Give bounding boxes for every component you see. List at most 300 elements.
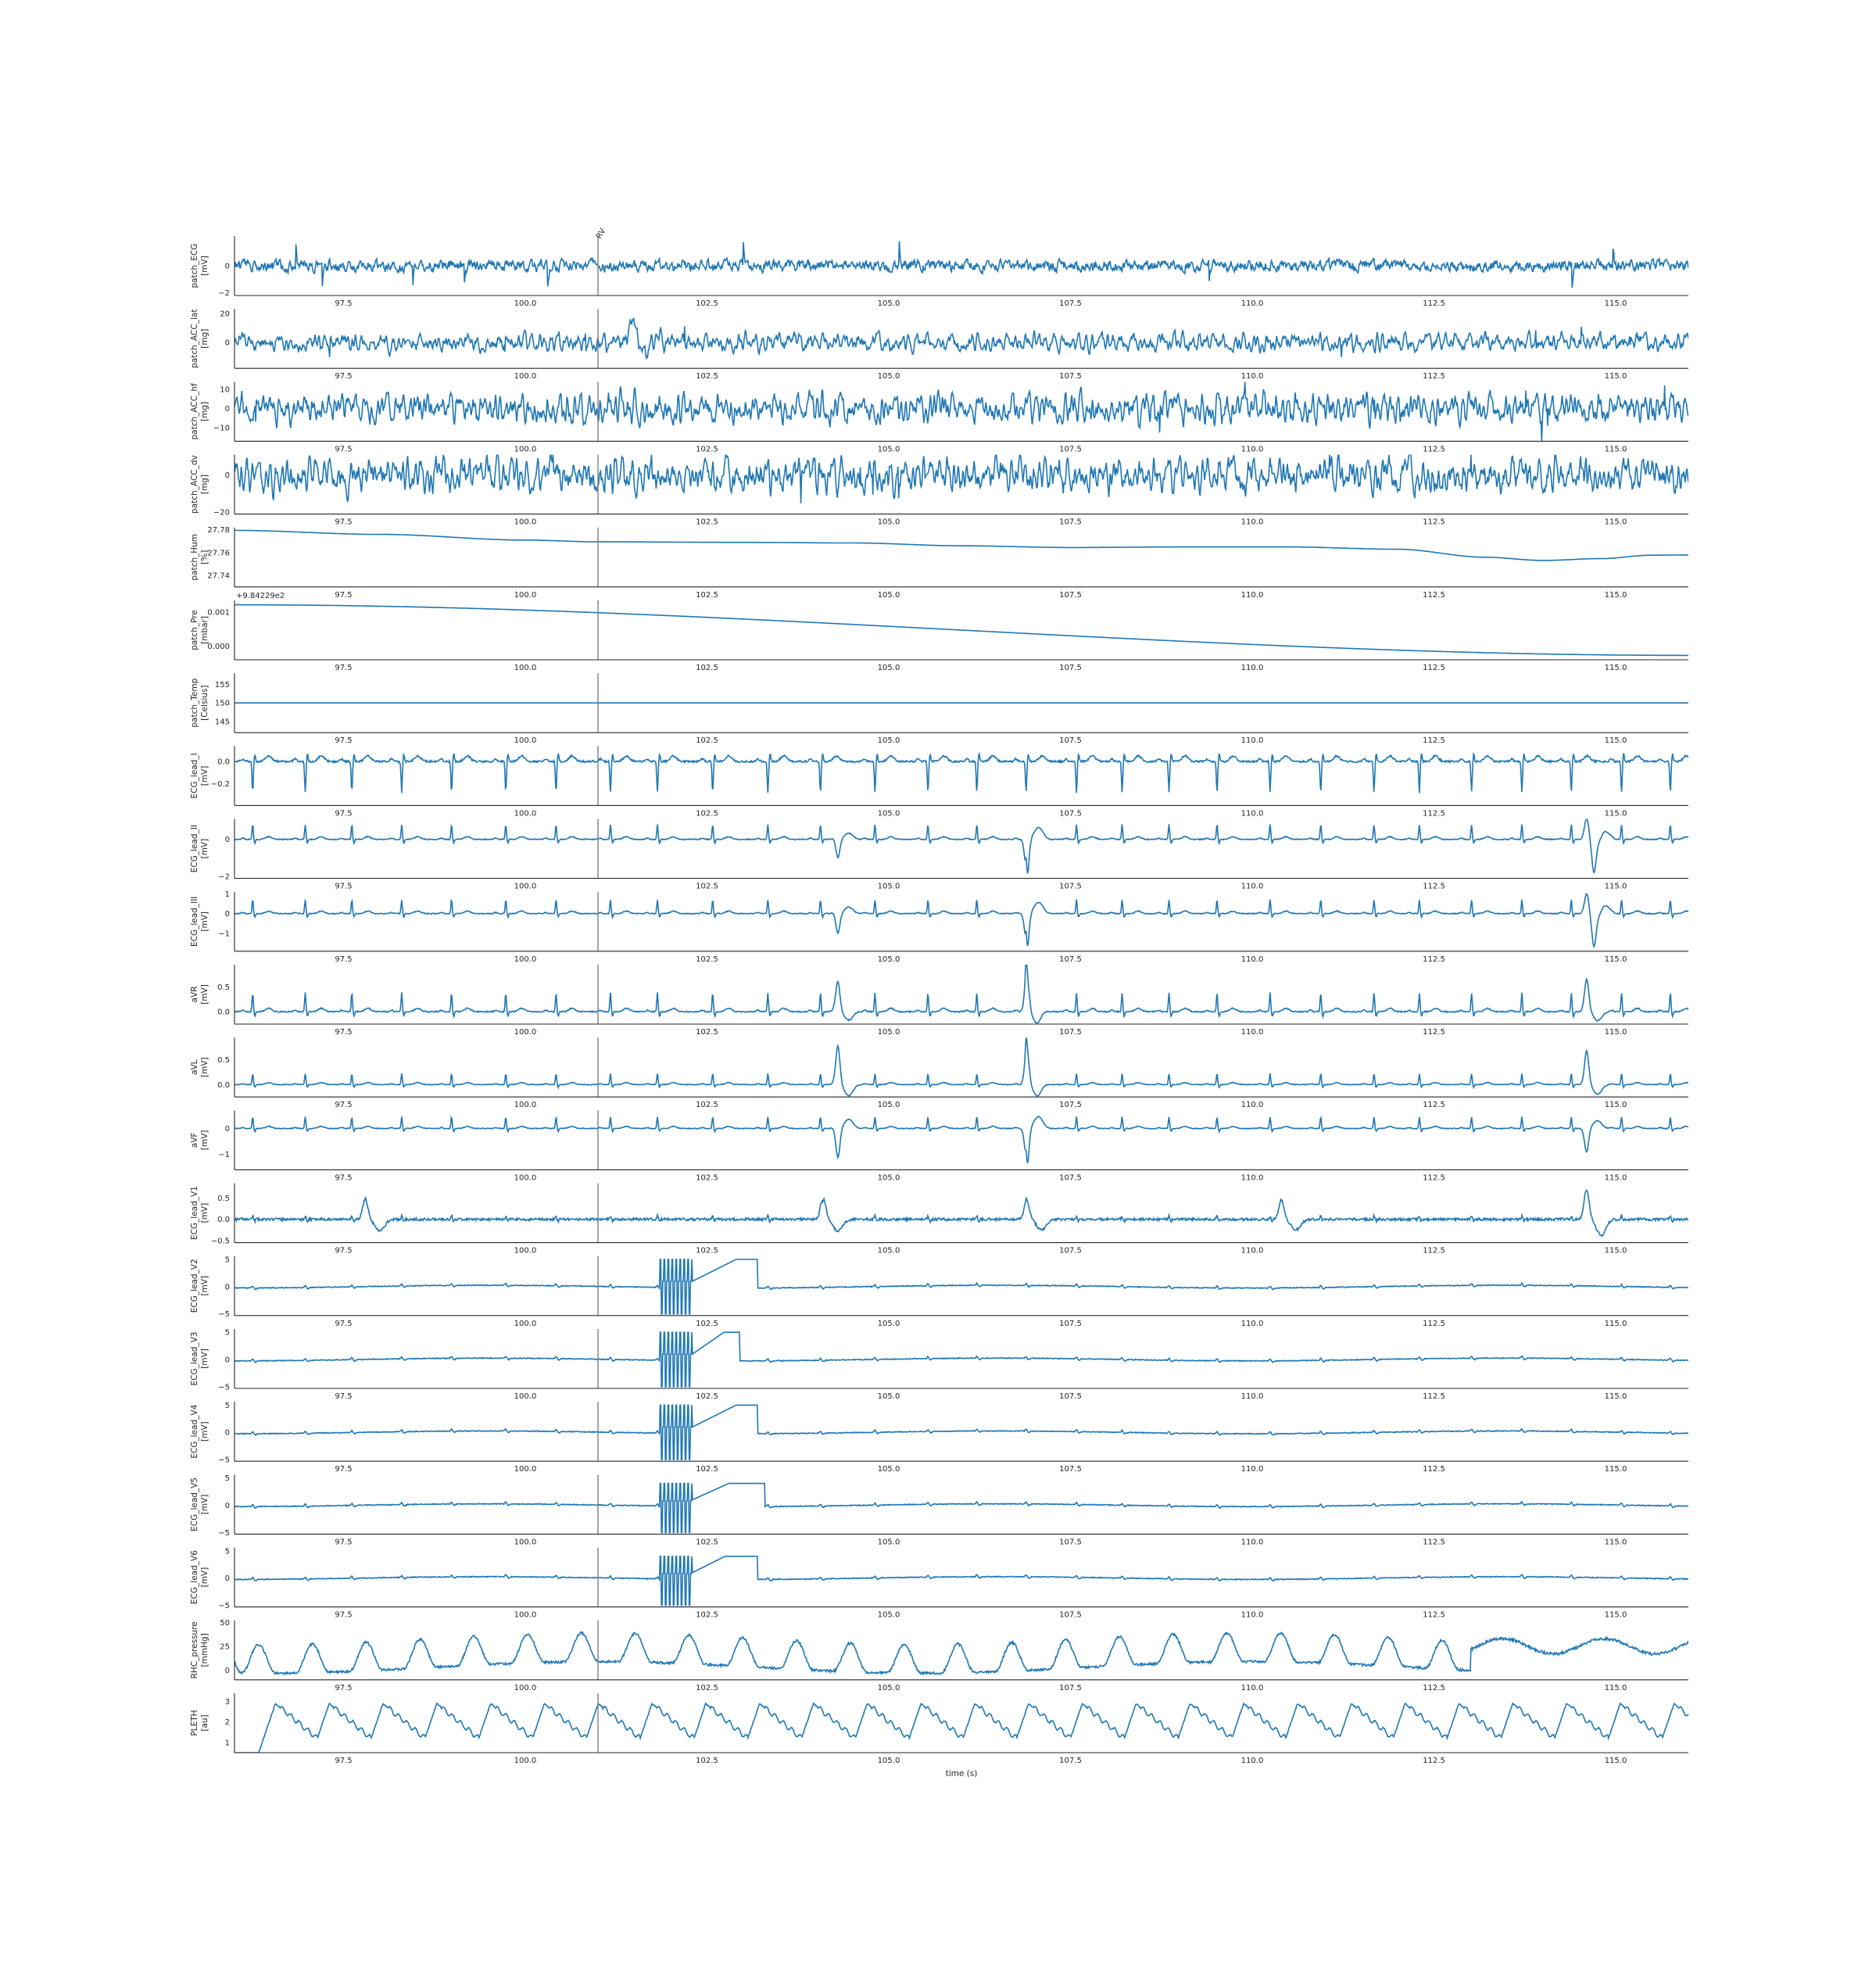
x-tick-label: 97.5 (335, 1757, 353, 1765)
x-tick-label: 115.0 (1604, 809, 1627, 818)
x-tick-label: 97.5 (335, 518, 353, 527)
y-axis-label (190, 310, 209, 368)
x-tick-label: 105.0 (877, 299, 900, 308)
panel-patch_ECG (190, 227, 1688, 308)
x-tick-label: 110.0 (1241, 664, 1264, 672)
y-tick-label: 0 (224, 262, 230, 271)
x-tick-label: 100.0 (514, 736, 537, 746)
panel-ECG_lead_III (190, 890, 1688, 964)
x-tick-label: 115.0 (1604, 299, 1627, 308)
y-tick-label: −20 (213, 508, 230, 518)
y-tick-label: −5 (218, 1528, 230, 1538)
x-tick-label: 105.0 (877, 809, 900, 818)
x-tick-label: 107.5 (1059, 955, 1082, 964)
x-tick-label: 107.5 (1059, 299, 1082, 308)
x-tick-label: 115.0 (1604, 1028, 1627, 1037)
x-tick-label: 107.5 (1059, 809, 1082, 818)
y-tick-label: 10 (220, 385, 230, 395)
x-tick-label: 112.5 (1423, 1610, 1445, 1620)
y-tick-label: −5 (218, 1383, 230, 1392)
y-tick-label: 5 (224, 1547, 230, 1556)
y-axis-label-name: RHC_pressure (190, 1621, 199, 1679)
panel-aVR (190, 965, 1688, 1037)
y-tick-label: 0 (224, 1283, 230, 1292)
y-axis-label (190, 534, 209, 581)
x-tick-label: 107.5 (1059, 1538, 1082, 1547)
y-tick-label: 0.0 (217, 1008, 230, 1017)
y-axis-label-unit: [au] (200, 1714, 209, 1732)
panel-ECG_lead_I (190, 746, 1688, 818)
x-tick-label: 115.0 (1604, 518, 1627, 527)
y-axis-label-unit: [mV] (200, 256, 209, 276)
x-tick-label: 115.0 (1604, 1538, 1627, 1547)
x-tick-label: 97.5 (335, 299, 353, 308)
x-tick-label: 105.0 (877, 664, 900, 672)
x-tick-label: 110.0 (1241, 590, 1264, 600)
y-tick-label: 5 (224, 1328, 230, 1338)
series-line-ECG_lead_V5 (234, 1484, 1688, 1533)
y-tick-label: 0.0 (217, 1216, 230, 1225)
x-tick-label: 102.5 (696, 809, 718, 818)
x-tick-label: 112.5 (1423, 1465, 1445, 1474)
panel-patch_ACC_lat (190, 309, 1688, 381)
x-tick-label: 97.5 (335, 1610, 353, 1620)
x-tick-label: 115.0 (1604, 445, 1627, 454)
x-tick-label: 100.0 (514, 1101, 537, 1110)
x-tick-label: 102.5 (696, 664, 718, 672)
x-tick-label: 100.0 (514, 1465, 537, 1474)
x-tick-label: 105.0 (877, 1101, 900, 1110)
x-tick-label: 102.5 (696, 299, 718, 308)
series-line-patch_Hum (234, 531, 1688, 561)
y-axis-label (190, 1259, 209, 1313)
y-axis-label (190, 1478, 209, 1531)
x-tick-label: 115.0 (1604, 372, 1627, 381)
x-tick-label: 105.0 (877, 518, 900, 527)
x-tick-label: 115.0 (1604, 1101, 1627, 1110)
x-tick-label: 102.5 (696, 1246, 718, 1255)
y-axis-label-name: patch_Pre (190, 610, 199, 650)
panel-ECG_lead_V1 (190, 1184, 1688, 1255)
x-tick-label: 107.5 (1059, 1101, 1082, 1110)
x-tick-label: 112.5 (1423, 664, 1445, 672)
x-tick-label: 102.5 (696, 1465, 718, 1474)
y-tick-label: 0 (224, 836, 230, 845)
y-axis-label-name: ECG_lead_V3 (190, 1331, 199, 1386)
series-line-ECG_lead_I (234, 754, 1688, 793)
y-axis-label-name: ECG_lead_V1 (190, 1186, 199, 1241)
x-tick-label: 105.0 (877, 955, 900, 964)
series-line-patch_ACC_dv (234, 455, 1688, 503)
x-tick-label: 107.5 (1059, 590, 1082, 600)
y-axis-label (190, 1057, 209, 1077)
y-tick-label: 0.5 (217, 1056, 230, 1066)
x-tick-label: 112.5 (1423, 1028, 1445, 1037)
y-axis-label-unit: [mV] (200, 1130, 209, 1151)
x-tick-label: 115.0 (1604, 736, 1627, 746)
x-tick-label: 115.0 (1604, 1465, 1627, 1474)
x-tick-label: 110.0 (1241, 518, 1264, 527)
x-tick-label: 110.0 (1241, 1610, 1264, 1620)
y-axis-label-unit: [Celsius] (200, 685, 209, 721)
x-tick-label: 102.5 (696, 1392, 718, 1401)
y-axis-label (190, 984, 209, 1005)
y-tick-label: −10 (213, 424, 230, 433)
x-tick-label: 105.0 (877, 1246, 900, 1255)
y-tick-label: −1 (218, 1151, 230, 1160)
y-axis-label (190, 1332, 209, 1386)
y-tick-label: 1 (224, 890, 230, 899)
series-line-patch_ACC_lat (234, 319, 1688, 358)
x-tick-label: 105.0 (877, 445, 900, 454)
x-tick-label: 115.0 (1604, 1610, 1627, 1620)
x-tick-label: 110.0 (1241, 736, 1264, 746)
x-tick-label: 100.0 (514, 372, 537, 381)
x-tick-label: 102.5 (696, 590, 718, 600)
x-tick-label: 105.0 (877, 1757, 900, 1765)
y-axis-label (190, 1186, 209, 1240)
x-tick-label: 102.5 (696, 518, 718, 527)
x-axis-label: time (s) (945, 1769, 978, 1778)
series-line-ECG_lead_III (234, 894, 1688, 947)
x-tick-label: 100.0 (514, 1028, 537, 1037)
series-line-aVF (234, 1116, 1688, 1163)
x-tick-label: 112.5 (1423, 955, 1445, 964)
y-axis-label (190, 610, 209, 650)
y-axis-label-name: patch_ACC_lat (190, 309, 199, 368)
y-axis-label-name: ECG_lead_V2 (190, 1259, 199, 1313)
series-line-ECG_lead_V4 (234, 1405, 1688, 1460)
x-tick-label: 97.5 (335, 882, 353, 891)
x-tick-label: 110.0 (1241, 1028, 1264, 1037)
y-tick-label: 5 (224, 1401, 230, 1410)
y-axis-label-name: patch_Temp (190, 678, 199, 728)
y-axis-label (190, 244, 209, 288)
y-tick-label: 0 (224, 338, 230, 348)
x-tick-label: 112.5 (1423, 1683, 1445, 1692)
x-tick-label: 107.5 (1059, 1392, 1082, 1401)
panel-ECG_lead_V3 (190, 1329, 1688, 1401)
y-axis-label (190, 1550, 209, 1604)
x-tick-label: 110.0 (1241, 809, 1264, 818)
x-tick-label: 100.0 (514, 590, 537, 600)
x-tick-label: 112.5 (1423, 1173, 1445, 1183)
panel-ECG_lead_V6 (190, 1547, 1688, 1619)
x-tick-label: 107.5 (1059, 1610, 1082, 1620)
y-axis-label-name: ECG_lead_V5 (190, 1477, 199, 1531)
x-tick-label: 112.5 (1423, 1246, 1445, 1255)
y-axis-label-name: ECG_lead_III (190, 896, 199, 947)
y-tick-label: −2 (218, 872, 230, 882)
y-axis-label (190, 897, 209, 947)
series-line-PLETH (234, 1703, 1688, 1753)
panel-ECG_lead_V5 (190, 1474, 1688, 1546)
y-axis-label (190, 455, 209, 514)
x-tick-label: 105.0 (877, 1610, 900, 1620)
x-tick-label: 102.5 (696, 372, 718, 381)
event-marker-label: RV (595, 227, 608, 241)
x-tick-label: 97.5 (335, 1465, 353, 1474)
x-tick-label: 100.0 (514, 518, 537, 527)
series-line-ECG_lead_V6 (234, 1556, 1688, 1606)
y-tick-label: 0.001 (207, 608, 230, 618)
x-tick-label: 100.0 (514, 1246, 537, 1255)
y-axis-label-unit: [mV] (200, 1567, 209, 1588)
y-tick-label: 0 (224, 1667, 230, 1676)
x-tick-label: 100.0 (514, 882, 537, 891)
x-tick-label: 112.5 (1423, 1101, 1445, 1110)
x-tick-label: 102.5 (696, 445, 718, 454)
x-tick-label: 102.5 (696, 1319, 718, 1328)
y-tick-label: −5 (218, 1310, 230, 1320)
y-axis-label-unit: [mV] (200, 911, 209, 932)
x-tick-label: 102.5 (696, 1101, 718, 1110)
series-line-patch_ECG (234, 241, 1688, 288)
y-axis-label-name: patch_ACC_hf (190, 383, 199, 440)
y-axis-label-name: ECG_lead_I (190, 753, 199, 799)
y-axis-label-name: ECG_lead_V4 (190, 1404, 199, 1459)
x-tick-label: 100.0 (514, 1392, 537, 1401)
y-axis-label-name: patch_ECG (190, 243, 199, 288)
y-axis-label-unit: [mV] (200, 1349, 209, 1369)
y-axis-label-unit: [mg] (200, 475, 209, 495)
series-line-ECG_lead_II (234, 819, 1688, 874)
x-tick-label: 110.0 (1241, 1319, 1264, 1328)
x-tick-label: 97.5 (335, 1538, 353, 1547)
y-tick-label: 50 (220, 1618, 230, 1628)
x-tick-label: 105.0 (877, 1538, 900, 1547)
y-tick-label: 150 (214, 699, 230, 708)
y-tick-label: 3 (224, 1697, 230, 1707)
y-axis-label-name: aVR (190, 986, 199, 1003)
x-tick-label: 97.5 (335, 955, 353, 964)
panel-patch_Hum (190, 526, 1688, 600)
y-tick-label: 0.000 (207, 643, 230, 652)
x-tick-label: 100.0 (514, 1538, 537, 1547)
x-tick-label: 107.5 (1059, 1028, 1082, 1037)
y-axis-label-unit: [mV] (200, 1421, 209, 1442)
panel-patch_Temp (190, 673, 1688, 745)
y-tick-label: 27.76 (207, 549, 230, 558)
x-tick-label: 112.5 (1423, 445, 1445, 454)
y-tick-label: 27.74 (207, 571, 230, 581)
y-axis-label-unit: [mg] (200, 328, 209, 349)
x-tick-label: 107.5 (1059, 664, 1082, 672)
x-tick-label: 100.0 (514, 1610, 537, 1620)
x-tick-label: 112.5 (1423, 882, 1445, 891)
x-tick-label: 112.5 (1423, 299, 1445, 308)
panel-aVF (190, 1110, 1688, 1182)
y-axis-label-unit: [mV] (200, 1275, 209, 1296)
y-axis-label-unit: [mmHg] (200, 1633, 209, 1667)
y-axis-label (190, 678, 209, 727)
series-line-patch_Pre (234, 605, 1688, 656)
y-axis-label-unit: [mV] (200, 984, 209, 1005)
y-tick-label: 25 (220, 1642, 230, 1652)
y-tick-label: 0 (224, 1125, 230, 1134)
x-tick-label: 112.5 (1423, 1319, 1445, 1328)
x-tick-label: 102.5 (696, 1683, 718, 1692)
y-axis-label-unit: [mV] (200, 1202, 209, 1223)
x-tick-label: 110.0 (1241, 1465, 1264, 1474)
x-tick-label: 115.0 (1604, 1173, 1627, 1183)
y-axis-label-name: aVF (190, 1132, 199, 1148)
x-tick-label: 110.0 (1241, 955, 1264, 964)
x-tick-label: 110.0 (1241, 445, 1264, 454)
y-axis-label-name: ECG_lead_II (190, 824, 199, 873)
x-tick-label: 107.5 (1059, 1465, 1082, 1474)
y-tick-label: −1 (218, 929, 230, 939)
series-line-ECG_lead_V1 (234, 1191, 1688, 1237)
panel-patch_Pre (190, 592, 1688, 672)
x-tick-label: 107.5 (1059, 882, 1082, 891)
x-tick-label: 107.5 (1059, 1173, 1082, 1183)
x-tick-label: 97.5 (335, 664, 353, 672)
panel-ECG_lead_V2 (190, 1255, 1688, 1327)
y-axis-label-unit: [mV] (200, 1057, 209, 1078)
x-tick-label: 115.0 (1604, 1683, 1627, 1692)
x-tick-label: 110.0 (1241, 882, 1264, 891)
x-tick-label: 105.0 (877, 590, 900, 600)
y-tick-label: 0 (224, 1356, 230, 1365)
y-tick-label: 1 (224, 1739, 230, 1748)
x-tick-label: 112.5 (1423, 809, 1445, 818)
y-axis-label-name: PLETH (190, 1710, 199, 1736)
y-tick-label: 0 (224, 405, 230, 414)
y-tick-label: 0.0 (217, 1080, 230, 1090)
panel-ECG_lead_V4 (190, 1402, 1688, 1474)
y-axis-label-name: patch_ACC_dv (190, 455, 199, 514)
x-tick-label: 102.5 (696, 1610, 718, 1620)
x-tick-label: 110.0 (1241, 1538, 1264, 1547)
x-tick-label: 105.0 (877, 736, 900, 746)
x-tick-label: 102.5 (696, 955, 718, 964)
y-axis-label (190, 825, 209, 872)
x-tick-label: 97.5 (335, 445, 353, 454)
y-tick-label: −0.2 (210, 779, 230, 789)
x-tick-label: 105.0 (877, 1683, 900, 1692)
series-line-aVL (234, 1037, 1688, 1096)
y-tick-label: 0 (224, 1428, 230, 1438)
x-tick-label: 105.0 (877, 1392, 900, 1401)
x-tick-label: 100.0 (514, 1757, 537, 1765)
x-tick-label: 105.0 (877, 1173, 900, 1183)
y-tick-label: 5 (224, 1474, 230, 1484)
x-tick-label: 100.0 (514, 1319, 537, 1328)
x-tick-label: 110.0 (1241, 1683, 1264, 1692)
y-axis-label-name: patch_Hum (190, 533, 199, 581)
y-offset-label: +9.84229e2 (236, 592, 285, 600)
x-tick-label: 110.0 (1241, 1757, 1264, 1765)
x-tick-label: 112.5 (1423, 590, 1445, 600)
x-tick-label: 105.0 (877, 372, 900, 381)
x-tick-label: 97.5 (335, 1683, 353, 1692)
x-tick-label: 102.5 (696, 1028, 718, 1037)
x-tick-label: 112.5 (1423, 736, 1445, 746)
panel-RHC_pressure (190, 1619, 1688, 1692)
x-tick-label: 112.5 (1423, 372, 1445, 381)
panel-patch_ACC_dv (190, 455, 1688, 527)
x-tick-label: 97.5 (335, 372, 353, 381)
y-tick-label: −2 (218, 289, 230, 299)
x-tick-label: 107.5 (1059, 372, 1082, 381)
y-axis-label-unit: [mV] (200, 838, 209, 859)
series-line-ECG_lead_V2 (234, 1259, 1688, 1314)
y-axis-label-unit: [%] (200, 550, 209, 564)
series-line-RHC_pressure (234, 1632, 1688, 1674)
x-tick-label: 105.0 (877, 1465, 900, 1474)
x-tick-label: 97.5 (335, 736, 353, 746)
x-tick-label: 102.5 (696, 1173, 718, 1183)
y-axis-label-name: aVL (190, 1059, 199, 1075)
x-tick-label: 112.5 (1423, 1392, 1445, 1401)
x-tick-label: 97.5 (335, 1101, 353, 1110)
x-tick-label: 107.5 (1059, 1246, 1082, 1255)
x-tick-label: 107.5 (1059, 1319, 1082, 1328)
x-tick-label: 97.5 (335, 1173, 353, 1183)
y-axis-label-unit: [mV] (200, 765, 209, 786)
x-tick-label: 107.5 (1059, 1757, 1082, 1765)
x-tick-label: 115.0 (1604, 1246, 1627, 1255)
y-tick-label: 2 (224, 1718, 230, 1728)
x-tick-label: 105.0 (877, 1319, 900, 1328)
x-tick-label: 107.5 (1059, 518, 1082, 527)
y-axis-label-unit: [mg] (200, 401, 209, 421)
x-tick-label: 110.0 (1241, 1173, 1264, 1183)
x-tick-label: 100.0 (514, 664, 537, 672)
y-tick-label: 145 (214, 718, 230, 727)
x-tick-label: 107.5 (1059, 1683, 1082, 1692)
y-tick-label: 0.5 (217, 983, 230, 992)
y-tick-label: 0 (224, 910, 230, 919)
x-tick-label: 112.5 (1423, 1538, 1445, 1547)
x-tick-label: 115.0 (1604, 1392, 1627, 1401)
panel-PLETH (190, 1693, 1688, 1765)
x-tick-label: 97.5 (335, 1392, 353, 1401)
x-tick-label: 115.0 (1604, 1757, 1627, 1765)
y-tick-label: 155 (214, 680, 230, 690)
x-tick-label: 115.0 (1604, 590, 1627, 600)
x-tick-label: 97.5 (335, 1246, 353, 1255)
x-tick-label: 105.0 (877, 882, 900, 891)
y-tick-label: 0 (224, 1574, 230, 1584)
x-tick-label: 100.0 (514, 445, 537, 454)
series-line-ECG_lead_V3 (234, 1332, 1688, 1387)
x-tick-label: 115.0 (1604, 882, 1627, 891)
x-tick-label: 97.5 (335, 590, 353, 600)
y-tick-label: −0.5 (210, 1237, 230, 1246)
x-tick-label: 115.0 (1604, 1319, 1627, 1328)
y-axis-label-unit: [mbar] (200, 616, 209, 644)
y-tick-label: 27.78 (207, 526, 230, 535)
x-tick-label: 102.5 (696, 1757, 718, 1765)
y-tick-label: −5 (218, 1602, 230, 1611)
panel-aVL (190, 1037, 1688, 1109)
y-tick-label: −5 (218, 1456, 230, 1465)
x-tick-label: 115.0 (1604, 955, 1627, 964)
y-tick-label: 0.0 (217, 758, 230, 767)
x-tick-label: 100.0 (514, 1683, 537, 1692)
y-axis-label-unit: [mV] (200, 1494, 209, 1515)
y-axis-label (190, 1130, 209, 1151)
x-tick-label: 107.5 (1059, 445, 1082, 454)
x-tick-label: 102.5 (696, 1538, 718, 1547)
x-tick-label: 97.5 (335, 809, 353, 818)
x-tick-label: 97.5 (335, 1319, 353, 1328)
panel-patch_ACC_hf (190, 381, 1688, 453)
x-tick-label: 110.0 (1241, 1392, 1264, 1401)
x-tick-label: 100.0 (514, 299, 537, 308)
